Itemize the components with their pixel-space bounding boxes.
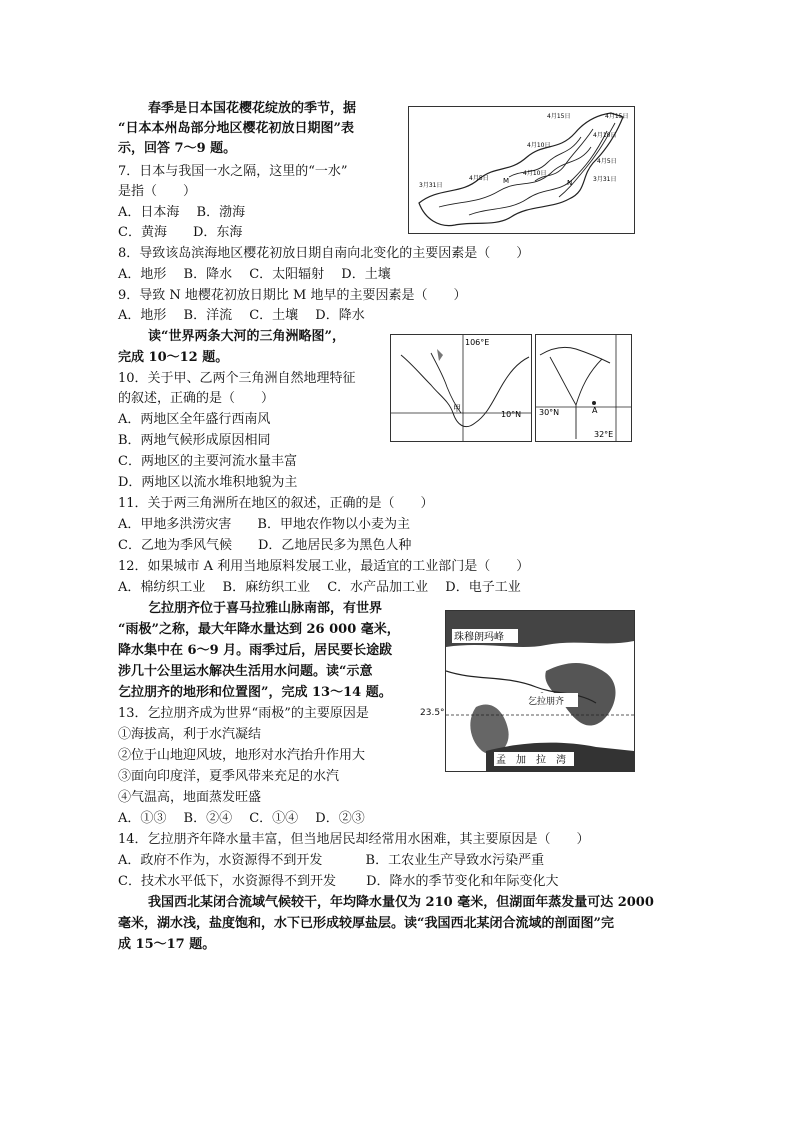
option-line: B．两地气候形成原因相同 — [118, 433, 271, 448]
river-delta-lines — [550, 357, 602, 439]
option-line: A．①③ B．②④ C．①④ D．②③ — [118, 811, 365, 826]
question-stem: 10．关于甲、乙两个三角洲自然地理特征 — [118, 371, 356, 386]
intro-line: 乞拉朋齐位于喜马拉雅山脉南部，有世界 — [148, 601, 383, 616]
longitude-label: 32°E — [594, 430, 614, 439]
intro-line: 乞拉朋齐的地形和位置图”，完成 13～14 题。 — [118, 685, 392, 700]
intro-line: 我国西北某闭合流域气候较干，年均降水量仅为 210 毫米，但湖面年蒸发量可达 2000 — [148, 895, 654, 910]
map-label: 4月10日 — [527, 142, 551, 149]
point-n-label: N — [567, 179, 573, 187]
intro-line: 成 15～17 题。 — [118, 937, 216, 952]
map-label: 4月10日 — [523, 170, 547, 177]
delta-map-left — [390, 334, 532, 442]
cherry-blossom-map-svg — [409, 107, 634, 233]
question-stem: 14．乞拉朋齐年降水量丰富，但当地居民却经常用水困难，其主要原因是（ ） — [118, 832, 590, 847]
option-line: C．两地区的主要河流水量丰富 — [118, 454, 297, 469]
statement-item: ③面向印度洋，夏季风带来充足的水汽 — [118, 769, 340, 784]
lowland-shape — [470, 704, 508, 754]
question-stem: 13．乞拉朋齐成为世界“雨极”的主要原因是 — [118, 706, 369, 721]
latitude-label: 10°N — [501, 410, 522, 419]
option-line: A．棉纺织工业 B．麻纺织工业 C．水产品加工业 D．电子工业 — [118, 580, 521, 595]
map-label: 3月31日 — [593, 176, 617, 183]
intro-line: “日本本州岛部分地区樱花初放日期图”表 — [118, 121, 354, 136]
intro-line: 示，回答 7～9 题。 — [118, 141, 237, 156]
option-line: C．乙地为季风气候 D．乙地居民多为黑色人种 — [118, 538, 412, 553]
intro-line: “雨极”之称，最大年降水量达到 26 000 毫米， — [118, 622, 400, 637]
intro-line: 读“世界两条大河的三角洲略图”， — [148, 329, 345, 344]
delta-jia-label: 甲 — [453, 404, 461, 413]
intro-line: 降水集中在 6～9 月。雨季过后，居民要长途跋 — [118, 643, 393, 658]
question-stem: 的叙述，正确的是（ ） — [118, 391, 275, 406]
question-stem: 是指（ ） — [118, 184, 197, 199]
question-stem: 9．导致 N 地樱花初放日期比 M 地早的主要因素是（ ） — [118, 288, 467, 303]
map-label: 4月15日 — [547, 113, 571, 120]
option-line: A．甲地多洪涝灾害 B．甲地农作物以小麦为主 — [118, 517, 410, 532]
map-label: 3月31日 — [419, 182, 443, 189]
coastline — [540, 347, 610, 363]
question-stem: 8．导致该岛滨海地区樱花初放日期自南向北变化的主要因素是（ ） — [118, 246, 530, 261]
option-line: C．技术水平低下，水资源得不到开发 D．降水的季节变化和年际变化大 — [118, 874, 559, 889]
statement-item: ②位于山地迎风坡，地形对水汽抬升作用大 — [118, 748, 366, 763]
map-label: 4月5日 — [469, 175, 489, 182]
latitude-label: 23.5° — [420, 708, 445, 718]
bay-of-bengal-label: 孟 加 拉 湾 — [496, 755, 566, 766]
map-label: 4月15日 — [605, 113, 629, 120]
statement-item: ①海拔高，利于水汽凝结 — [118, 727, 262, 742]
delta-map-left-svg — [391, 335, 531, 441]
question-stem: 11．关于两三角洲所在地区的叙述，正确的是（ ） — [118, 496, 434, 511]
lake-shape — [437, 349, 443, 361]
intro-line: 春季是日本国花樱花绽放的季节，据 — [148, 101, 357, 116]
option-line: A．政府不作为，水资源得不到开发 B．工农业生产导致水污染严重 — [118, 853, 545, 868]
point-m-label: M — [503, 177, 510, 185]
cherry-blossom-map — [408, 106, 635, 234]
longitude-label: 106°E — [465, 338, 490, 347]
delta-map-right-svg — [536, 335, 631, 441]
option-line: A．两地区全年盛行西南风 — [118, 412, 271, 427]
option-line: D．两地区以流水堆积地貌为主 — [118, 475, 298, 490]
latitude-label: 30°N — [539, 408, 560, 417]
statement-item: ④气温高，地面蒸发旺盛 — [118, 790, 262, 805]
option-line: A．日本海 B．渤海 — [118, 205, 246, 220]
map-label: 4月5日 — [597, 158, 617, 165]
map-label: 4月10日 — [593, 132, 617, 139]
cherrapunji-map — [445, 610, 635, 772]
option-line: A．地形 B．降水 C．太阳辐射 D．土壤 — [118, 267, 391, 282]
intro-line: 涉几十公里运水解决生活用水问题。读“示意 — [118, 664, 373, 679]
cherrapunji-map-svg — [446, 611, 634, 771]
question-stem: 7．日本与我国一水之隔，这里的“一水” — [118, 164, 348, 179]
option-line: A．地形 B．洋流 C．土壤 D．降水 — [118, 308, 365, 323]
question-stem: 12．如果城市 A 利用当地原料发展工业，最适宜的工业部门是（ ） — [118, 559, 530, 574]
intro-line: 毫米，湖水浅，盐度饱和，水下已形成较厚盐层。读“我国西北某闭合流域的剖面图”完 — [118, 916, 614, 931]
city-a-dot — [592, 401, 596, 405]
cherrapunji-label: 乞拉朋齐 — [528, 697, 565, 707]
isoline — [439, 147, 591, 207]
delta-map-right — [535, 334, 632, 442]
option-line: C．黄海 D．东海 — [118, 225, 243, 240]
everest-label: 珠穆朗玛峰 — [454, 632, 504, 643]
city-a-label: A — [592, 406, 598, 415]
intro-line: 完成 10～12 题。 — [118, 350, 229, 365]
